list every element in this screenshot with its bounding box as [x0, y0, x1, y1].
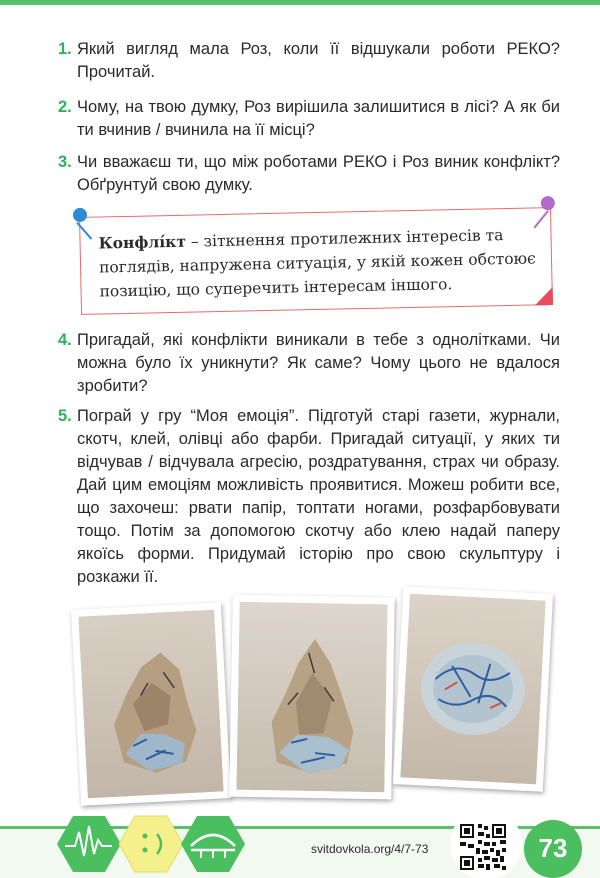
question-number: 1.: [58, 40, 72, 58]
definition-note: [79, 207, 553, 315]
question-text: Пригадай, які конфлікти виникали в тебе з однолітками. Чи можна було їх уникнути? Як саме? Чому цього не вдалося зробити?: [77, 331, 560, 395]
sculpture-photo-3: [393, 586, 553, 792]
top-rule: [0, 0, 600, 5]
footer-url[interactable]: svitdovkola.org/4/7-73: [311, 842, 429, 856]
sculpture-photo-2: [229, 595, 395, 800]
pin-stem-left: [76, 222, 92, 240]
question-number: 3.: [58, 153, 72, 171]
question-number: 2.: [58, 98, 72, 116]
question-number: 4.: [58, 331, 72, 349]
definition-body: – зіткнення протилежних інтересів та поглядів, напружена ситуація, у якій кожен обстоює позицію, що суперечить інтересам іншого.: [98, 226, 536, 301]
question-2: [58, 96, 560, 142]
pulse-wave-icon: [57, 816, 121, 872]
sculpture-photo-1: [71, 602, 231, 806]
smile-face-icon: [119, 816, 183, 872]
question-4: [58, 329, 560, 398]
activity-icons: [55, 810, 245, 874]
question-text: Чи вважаєш ти, що між роботами РЕКО і Роз виник конфлікт? Обґрунтуй свою думку.: [77, 153, 560, 194]
question-3: [58, 151, 560, 197]
page-number: 73: [538, 833, 568, 863]
bridge-icon: [181, 816, 245, 872]
question-5: [58, 405, 560, 589]
qr-code-icon[interactable]: [458, 822, 508, 872]
question-text: Пограй у гру “Моя емоція”. Підготуй старі газети, журнали, скотч, клей, олівці або фарби. Пригадай ситуації, у яких ти відчував / відчувала агресію, роздратування, страх чи образу. Дай цим емоціям можливість проявитися. Можеш робити все, що захочеш: рвати папір, топтати ногами, розфарбовувати тощо. Потім за допомогою скотчу або клею надай паперу якоїсь форми. Придумай історію про свою скульптуру і розкажи її.: [77, 407, 560, 586]
definition-text: [98, 222, 539, 303]
corner-fold: [535, 287, 553, 305]
pin-left-icon: [73, 208, 87, 222]
pin-right-icon: [541, 196, 555, 210]
question-text: Чому, на твою думку, Роз вирішила залишитися в лісі? А як би ти вчинив / вчинила на її місці?: [77, 98, 560, 139]
page-number-badge: [524, 820, 582, 878]
question-1: [58, 38, 560, 84]
question-text: Який вигляд мала Роз, коли її відшукали роботи РЕКО? Прочитай.: [77, 40, 560, 81]
definition-term: Конфлі́кт: [98, 231, 187, 253]
question-number: 5.: [58, 407, 72, 425]
